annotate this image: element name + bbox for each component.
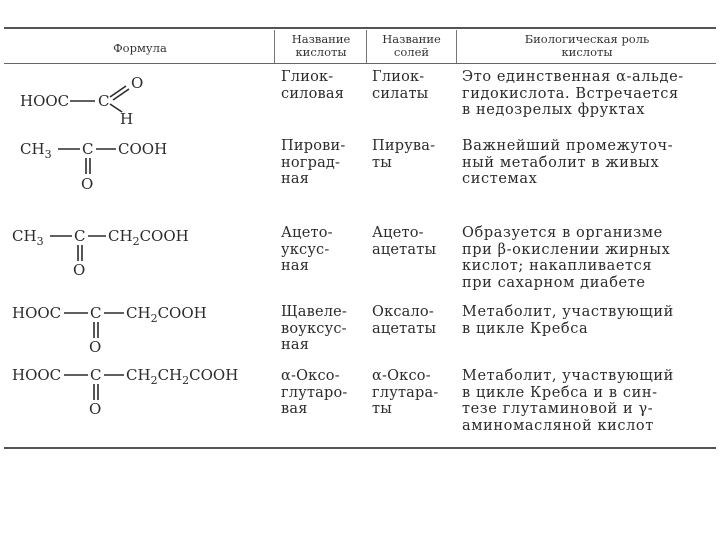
- formula-oxygen: O: [89, 338, 102, 356]
- bio-role: Образуется в организме при β-окислении жирных кислот; накапливается при сахарном диабете: [462, 225, 671, 291]
- acid-name: Пирови- ноград- ная: [281, 138, 346, 187]
- header-acid-name: Название кислоты: [291, 32, 351, 59]
- formula-text: HOOC: [12, 366, 62, 384]
- header-bio-role: Биологическая роль кислоты: [524, 32, 650, 59]
- formula-oxygen: O: [89, 400, 102, 418]
- formula-text: $CH_2CH_2COOH$: [126, 366, 239, 387]
- acid-name: Ацето- уксус- ная: [281, 225, 333, 274]
- formula-hydrogen: H: [120, 110, 134, 128]
- bio-role: Метаболит, участвующий в цикле Кребса: [462, 304, 674, 337]
- header-salt-name: Название солей: [382, 32, 441, 59]
- salt-name: Пирува- ты: [372, 138, 436, 171]
- formula-text: COOH: [118, 140, 168, 158]
- formula-oxygen: O: [73, 261, 86, 279]
- bio-role: Это единственная α-альде- гидокислота. Встречается в недозрелых фруктах: [462, 69, 684, 118]
- salt-name: Ацето- ацетаты: [372, 225, 437, 258]
- bio-role: Важнейший промежуточ- ный метаболит в живых системах: [462, 138, 674, 187]
- formula-carbon: C: [90, 366, 102, 384]
- formula-carbon: C: [74, 227, 86, 245]
- salt-name: Оксало- ацетаты: [372, 304, 437, 337]
- formula-carbon: C: [98, 92, 110, 110]
- bio-role: Метаболит, участвующий в цикле Кребса и в син- тезе глутаминовой и γ- аминомасляной кислот: [462, 368, 674, 434]
- salt-name: α-Оксо- глутара- ты: [372, 368, 439, 417]
- formula-text: $CH_2COOH$: [126, 304, 207, 325]
- formula-oxygen: O: [131, 74, 144, 92]
- acid-name: Щавеле- воуксус- ная: [281, 304, 348, 353]
- formula-text: $CH_2COOH$: [108, 227, 189, 248]
- formula-text: HOOC: [20, 92, 70, 110]
- formula-carbon: C: [82, 140, 94, 158]
- acid-name: α-Оксо- глутаро- вая: [281, 368, 348, 417]
- formula-text: $CH_3$: [12, 227, 44, 248]
- salt-name: Глиок- силаты: [372, 69, 429, 102]
- header-formula: Формула: [113, 41, 167, 55]
- formula-carbon: C: [90, 304, 102, 322]
- formula-text: HOOC: [12, 304, 62, 322]
- formula-oxygen: O: [81, 175, 94, 193]
- formula-text: $CH_3$: [20, 140, 52, 161]
- acid-name: Глиок- силовая: [281, 69, 345, 102]
